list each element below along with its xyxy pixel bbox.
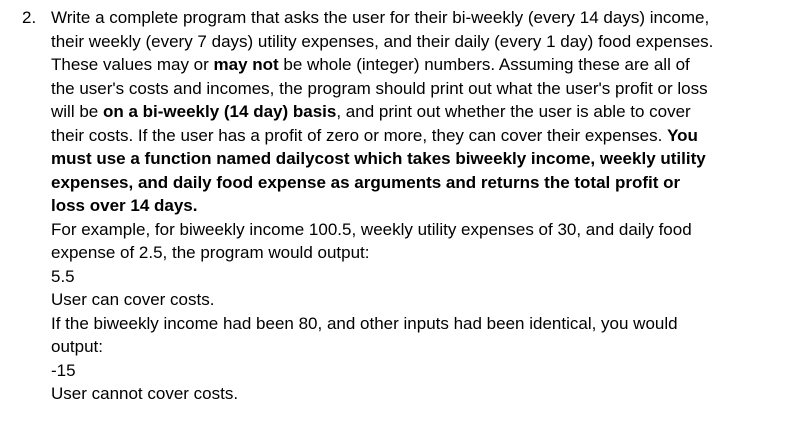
statement-line — [51, 312, 783, 336]
text-segment: output: — [51, 337, 103, 356]
statement-line — [51, 265, 783, 289]
text-segment: will be — [51, 102, 103, 121]
text-segment: Write a complete program that asks the user for their bi-weekly (every 14 days) income, — [51, 8, 710, 27]
text-segment: their costs. If the user has a profit of zero or more, they can cover their expenses. — [51, 125, 668, 145]
text-segment: For example, for biweekly income 100.5, weekly utility expenses of 30, and daily food — [51, 219, 692, 239]
statement-line — [51, 359, 783, 383]
statement-line — [51, 241, 783, 265]
statement-line — [51, 288, 783, 312]
statement-line — [51, 147, 783, 171]
text-segment: 5.5 — [51, 266, 75, 286]
problem-statement — [51, 6, 783, 406]
statement-line — [51, 124, 783, 148]
bold-text-segment: on a bi-weekly (14 day) basis — [102, 102, 337, 121]
text-segment: , and print out whether the user is able to cover — [336, 102, 691, 121]
statement-line — [51, 6, 783, 30]
bold-text-segment: may not — [213, 55, 279, 74]
statement-line — [51, 382, 783, 406]
statement-line — [51, 100, 783, 124]
statement-line — [51, 194, 783, 218]
text-segment: If the biweekly income had been 80, and other inputs had been identical, you would — [51, 313, 678, 333]
text-segment: expense of 2.5, the program would output: — [51, 243, 370, 262]
text-segment: User can cover costs. — [51, 290, 215, 309]
text-segment: -15 — [51, 360, 76, 380]
statement-line — [51, 30, 783, 54]
problem-number: 2. — [22, 8, 37, 27]
text-segment: the user's costs and incomes, the program should print out what the user's profit or loss — [51, 78, 708, 98]
text-segment: These values may or — [51, 55, 214, 74]
bold-text-segment: You — [667, 125, 698, 145]
statement-line — [51, 171, 783, 195]
text-segment: be whole (integer) numbers. Assuming these are all of — [278, 55, 690, 74]
bold-text-segment: must use a function named dailycost which takes biweekly income, weekly utility — [51, 149, 706, 168]
bold-text-segment: loss over 14 days. — [51, 196, 198, 215]
statement-line — [51, 53, 783, 77]
statement-line — [51, 218, 783, 242]
bold-text-segment: expenses, and daily food expense as arguments and returns the total profit or — [51, 172, 681, 192]
text-segment: User cannot cover costs. — [51, 384, 239, 403]
statement-line — [51, 335, 783, 359]
statement-line — [51, 77, 783, 101]
text-segment: their weekly (every 7 days) utility expenses, and their daily (every 1 day) food expenses. — [51, 31, 714, 51]
